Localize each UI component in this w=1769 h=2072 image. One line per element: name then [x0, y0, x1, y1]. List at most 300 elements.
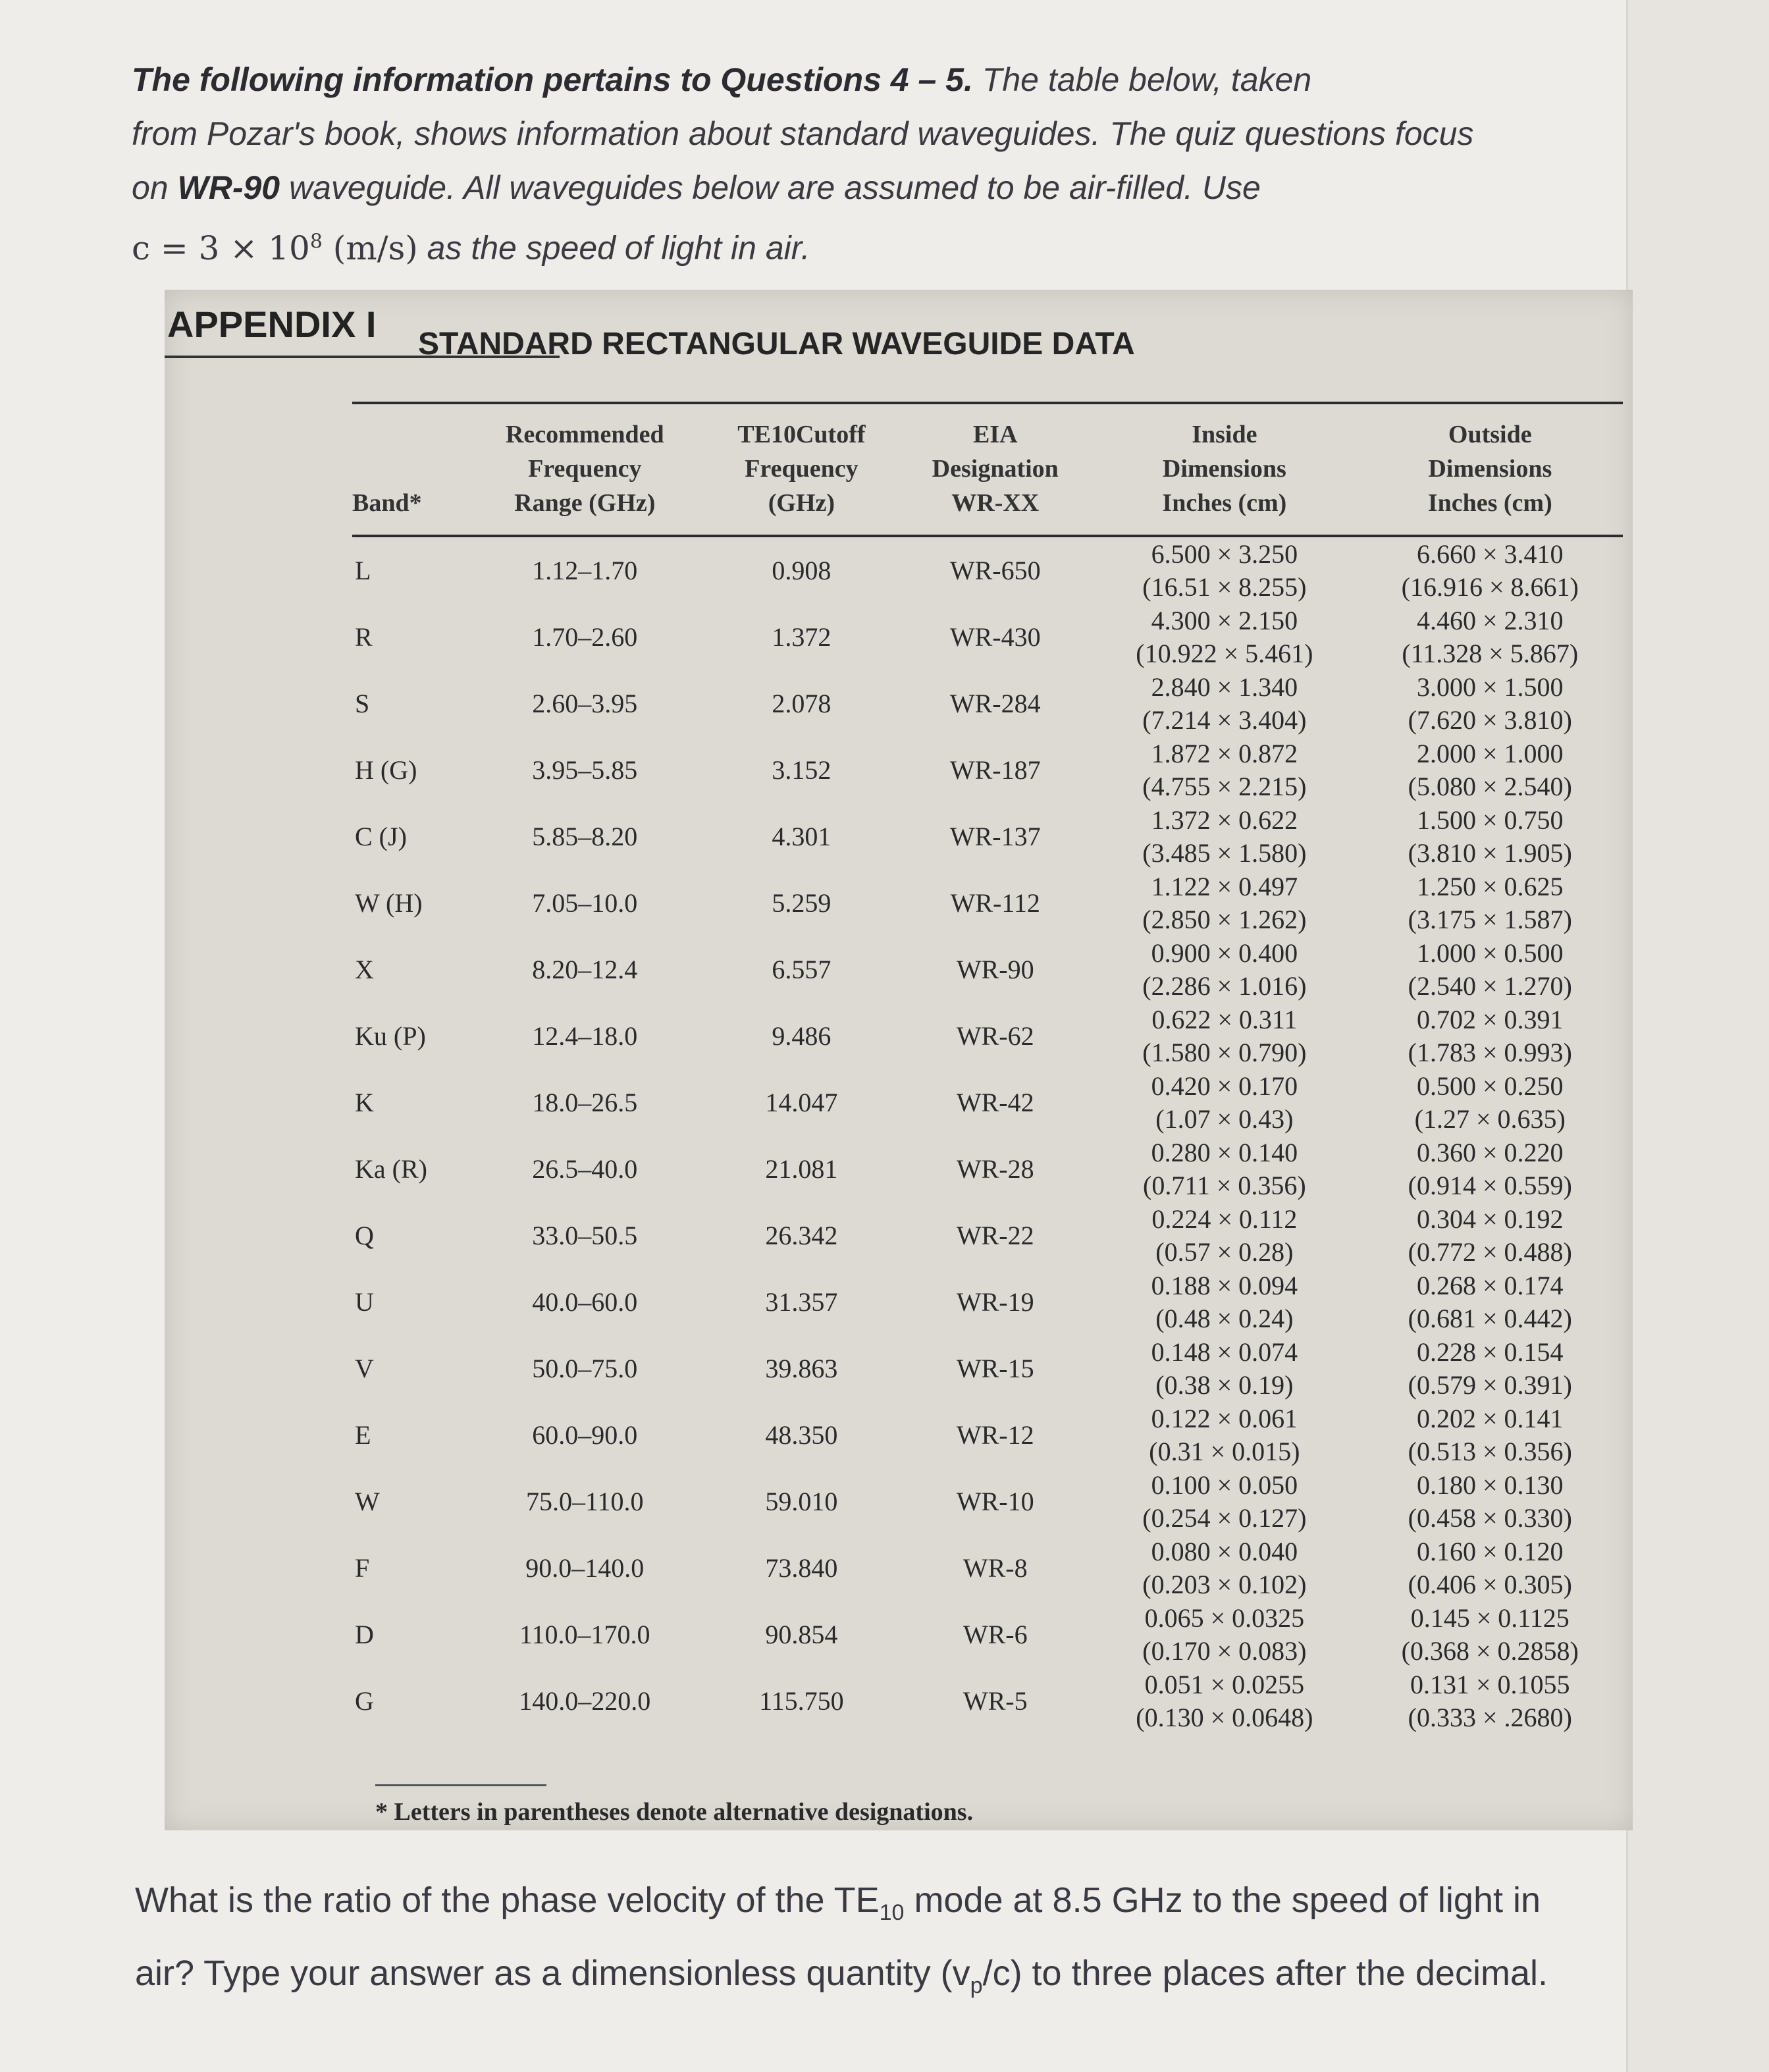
cell-inside-dimensions-inside-cm: (0.711 × 0.356) [1143, 1170, 1306, 1200]
cell-frequency-range-range: 90.0–140.0 [525, 1553, 645, 1583]
cell-frequency-range-range: 33.0–50.5 [532, 1220, 638, 1250]
waveguide-table-container [352, 402, 1623, 1734]
table-row [352, 1069, 1623, 1136]
cell-inside-dimensions-inside-in: 0.622 × 0.311 [1151, 1004, 1298, 1034]
cell-inside-dimensions [1092, 1335, 1357, 1402]
cell-eia-designation [899, 1335, 1092, 1402]
cell-inside-dimensions-inside-cm: (0.38 × 0.19) [1155, 1369, 1294, 1400]
cell-band [352, 803, 465, 870]
cell-band [352, 1535, 465, 1601]
table-row [352, 536, 1623, 604]
cell-inside-dimensions-inside-in: 0.224 × 0.112 [1151, 1204, 1298, 1234]
cell-band [352, 1601, 465, 1668]
cell-inside-dimensions-inside-in: 0.420 × 0.170 [1151, 1071, 1298, 1101]
cell-cutoff-frequency [704, 1335, 899, 1402]
cell-band-band: Ku (P) [355, 1021, 426, 1051]
cell-inside-dimensions-inside-cm: (7.214 × 3.404) [1142, 704, 1307, 735]
table-header [352, 404, 1623, 536]
col-band [352, 404, 465, 536]
col-outside-line1: Outside [1448, 421, 1532, 448]
cell-eia-designation [899, 1269, 1092, 1335]
cell-frequency-range-range: 8.20–12.4 [532, 954, 638, 984]
cell-eia-designation [899, 737, 1092, 803]
cell-inside-dimensions [1092, 1668, 1357, 1734]
cell-inside-dimensions-inside-cm: (10.922 × 5.461) [1136, 638, 1313, 668]
cell-frequency-range-range: 2.60–3.95 [532, 688, 638, 718]
cell-cutoff-frequency [704, 1668, 899, 1734]
formula-base: c = 3 × 10 [132, 228, 310, 267]
cell-frequency-range [465, 1601, 704, 1668]
cell-inside-dimensions [1092, 1468, 1357, 1535]
cell-cutoff-frequency [704, 1136, 899, 1202]
cell-eia-designation [899, 1136, 1092, 1202]
cell-band [352, 1402, 465, 1468]
cell-cutoff-frequency [704, 1269, 899, 1335]
cell-eia-designation [899, 1069, 1092, 1136]
cell-eia-designation [899, 1003, 1092, 1069]
cell-inside-dimensions-inside-cm: (2.286 × 1.016) [1142, 970, 1307, 1001]
col-eia-line3: WR-XX [951, 489, 1040, 517]
cell-inside-dimensions-inside-in: 0.148 × 0.074 [1151, 1337, 1298, 1367]
cell-inside-dimensions-inside-in: 0.051 × 0.0255 [1144, 1669, 1305, 1699]
table-row [352, 1003, 1623, 1069]
cell-outside-dimensions [1358, 1601, 1623, 1668]
cell-cutoff-frequency-cutoff: 21.081 [765, 1154, 838, 1184]
mode-subscript: 10 [879, 1899, 905, 1925]
cell-band-band: X [355, 954, 374, 984]
cell-inside-dimensions-inside-in: 1.872 × 0.872 [1151, 738, 1298, 768]
cell-eia-designation [899, 803, 1092, 870]
col-frequency-range [465, 404, 704, 536]
cell-inside-dimensions-inside-in: 0.122 × 0.061 [1151, 1403, 1298, 1433]
col-outside-dimensions [1358, 404, 1623, 536]
question-line-1-pre: What is the ratio of the phase velocity of the TE [135, 1880, 880, 1920]
appendix-scan [165, 290, 1633, 1830]
col-eia-designation [899, 404, 1092, 536]
question-line-1-text: mode at 8.5 GHz to the speed of light in [904, 1880, 1541, 1920]
cell-eia-designation [899, 1402, 1092, 1468]
cell-band-band: H (G) [355, 755, 417, 785]
cell-cutoff-frequency-cutoff: 115.750 [759, 1686, 844, 1716]
cell-band [352, 737, 465, 803]
cell-inside-dimensions [1092, 737, 1357, 803]
cell-outside-dimensions-outside-in: 0.268 × 0.174 [1417, 1270, 1564, 1300]
cell-cutoff-frequency-cutoff: 1.372 [772, 622, 832, 652]
cell-eia-designation-eia: WR-430 [949, 622, 1041, 652]
cell-inside-dimensions-inside-cm: (0.57 × 0.28) [1155, 1236, 1294, 1267]
cell-outside-dimensions [1358, 1468, 1623, 1535]
cell-frequency-range-range: 3.95–5.85 [532, 755, 638, 785]
cell-inside-dimensions-inside-in: 0.188 × 0.094 [1151, 1270, 1298, 1300]
cell-frequency-range-range: 12.4–18.0 [532, 1021, 638, 1051]
cell-eia-designation-eia: WR-8 [963, 1553, 1028, 1583]
cell-cutoff-frequency-cutoff: 2.078 [772, 688, 832, 718]
intro-line-4 [132, 215, 1620, 275]
cell-inside-dimensions [1092, 1069, 1357, 1136]
table-row [352, 1202, 1623, 1269]
table-row [352, 1136, 1623, 1202]
cell-band [352, 1269, 465, 1335]
intro-line-3-text: waveguide. All waveguides below are assumed to be air-filled. Use [280, 169, 1261, 206]
table-footnote: * Letters in parentheses denote alternative designations. [375, 1798, 974, 1826]
cell-cutoff-frequency-cutoff: 39.863 [765, 1353, 838, 1383]
cell-frequency-range-range: 75.0–110.0 [526, 1486, 644, 1516]
cell-frequency-range-range: 26.5–40.0 [532, 1154, 638, 1184]
cell-outside-dimensions [1358, 803, 1623, 870]
cell-band [352, 1202, 465, 1269]
cell-outside-dimensions-outside-cm: (5.080 × 2.540) [1408, 771, 1572, 801]
cell-eia-designation-eia: WR-112 [950, 888, 1040, 918]
header-row [352, 404, 1623, 536]
cell-inside-dimensions [1092, 1402, 1357, 1468]
cell-band-band: U [355, 1287, 374, 1317]
cell-eia-designation [899, 1601, 1092, 1668]
cell-cutoff-frequency [704, 936, 899, 1003]
cell-frequency-range [465, 803, 704, 870]
cell-outside-dimensions-outside-in: 0.180 × 0.130 [1417, 1470, 1564, 1500]
footnote-rule [375, 1784, 546, 1786]
cell-inside-dimensions [1092, 1202, 1357, 1269]
cell-outside-dimensions-outside-in: 3.000 × 1.500 [1417, 672, 1564, 702]
formula-exponent: 8 [309, 230, 323, 253]
cell-outside-dimensions [1358, 670, 1623, 737]
cell-outside-dimensions [1358, 870, 1623, 936]
col-range-line3: Range (GHz) [514, 489, 656, 517]
cell-outside-dimensions-outside-cm: (0.458 × 0.330) [1408, 1502, 1572, 1533]
cell-cutoff-frequency [704, 1069, 899, 1136]
cell-cutoff-frequency [704, 1468, 899, 1535]
col-inside-line3: Inches (cm) [1162, 489, 1287, 517]
cell-outside-dimensions [1358, 536, 1623, 604]
cell-inside-dimensions [1092, 1136, 1357, 1202]
intro-paragraph [132, 53, 1620, 275]
cell-cutoff-frequency-cutoff: 14.047 [765, 1087, 838, 1117]
intro-line-2 [132, 107, 1620, 161]
cell-inside-dimensions-inside-in: 0.280 × 0.140 [1151, 1137, 1298, 1167]
cell-band-band: K [355, 1087, 374, 1117]
cell-outside-dimensions [1358, 1003, 1623, 1069]
cell-frequency-range [465, 1069, 704, 1136]
cell-cutoff-frequency-cutoff: 59.010 [765, 1486, 838, 1516]
cell-eia-designation-eia: WR-22 [956, 1220, 1034, 1250]
cell-frequency-range [465, 536, 704, 604]
cell-inside-dimensions-inside-in: 4.300 × 2.150 [1151, 605, 1298, 635]
cell-eia-designation-eia: WR-6 [963, 1619, 1028, 1649]
cell-outside-dimensions-outside-in: 0.228 × 0.154 [1417, 1337, 1564, 1367]
cell-eia-designation-eia: WR-284 [949, 688, 1041, 718]
cell-inside-dimensions [1092, 936, 1357, 1003]
cell-band-band: W [355, 1486, 380, 1516]
cell-outside-dimensions-outside-in: 6.660 × 3.410 [1417, 539, 1564, 569]
cell-outside-dimensions-outside-in: 0.360 × 0.220 [1417, 1137, 1564, 1167]
col-eia-line2: Designation [932, 455, 1059, 483]
cell-cutoff-frequency-cutoff: 0.908 [772, 555, 832, 585]
cell-cutoff-frequency-cutoff: 73.840 [765, 1553, 838, 1583]
cell-band-band: F [355, 1553, 370, 1583]
cell-outside-dimensions-outside-cm: (0.681 × 0.442) [1408, 1303, 1572, 1333]
cell-frequency-range-range: 7.05–10.0 [532, 888, 638, 918]
cell-frequency-range [465, 604, 704, 670]
intro-line-3-pre: on [132, 169, 178, 206]
cell-eia-designation-eia: WR-90 [956, 954, 1034, 984]
intro-line-4-text: as the speed of light in air. [417, 229, 810, 267]
cell-inside-dimensions-inside-in: 0.900 × 0.400 [1151, 938, 1298, 968]
cell-eia-designation-eia: WR-12 [956, 1420, 1034, 1450]
col-inside-dimensions [1092, 404, 1357, 536]
cell-outside-dimensions [1358, 936, 1623, 1003]
cell-band [352, 1136, 465, 1202]
table-row [352, 1269, 1623, 1335]
cell-frequency-range [465, 1668, 704, 1734]
cell-inside-dimensions-inside-cm: (0.31 × 0.015) [1149, 1436, 1300, 1466]
waveguide-table [352, 404, 1623, 1734]
cell-outside-dimensions-outside-in: 0.145 × 0.1125 [1410, 1603, 1570, 1633]
cell-inside-dimensions-inside-cm: (3.485 × 1.580) [1142, 837, 1307, 868]
cell-frequency-range [465, 1335, 704, 1402]
table-row [352, 1601, 1623, 1668]
cell-outside-dimensions-outside-in: 0.500 × 0.250 [1417, 1071, 1564, 1101]
cell-inside-dimensions-inside-in: 0.080 × 0.040 [1151, 1536, 1298, 1566]
appendix-label: APPENDIX I [167, 304, 377, 345]
cell-cutoff-frequency [704, 803, 899, 870]
col-eia-line1: EIA [972, 421, 1018, 448]
cell-outside-dimensions-outside-cm: (0.513 × 0.356) [1408, 1436, 1572, 1466]
cell-inside-dimensions-inside-cm: (16.51 × 8.255) [1142, 571, 1307, 602]
cell-frequency-range [465, 1003, 704, 1069]
cell-eia-designation [899, 1202, 1092, 1269]
cell-cutoff-frequency-cutoff: 9.486 [772, 1021, 832, 1051]
question-line-1 [135, 1870, 1649, 1943]
cell-band-band: E [355, 1420, 371, 1450]
cell-eia-designation-eia: WR-42 [956, 1087, 1034, 1117]
cell-cutoff-frequency-cutoff: 5.259 [772, 888, 832, 918]
col-inside-line2: Dimensions [1162, 455, 1286, 483]
cell-inside-dimensions [1092, 536, 1357, 604]
cell-cutoff-frequency-cutoff: 3.152 [772, 755, 832, 785]
intro-questions-ref: The following information pertains to Questions 4 – 5. [132, 61, 973, 98]
cell-frequency-range-range: 18.0–26.5 [532, 1087, 638, 1117]
cell-inside-dimensions [1092, 1003, 1357, 1069]
col-cutoff-line2: Frequency [745, 455, 858, 483]
cell-frequency-range-range: 60.0–90.0 [532, 1420, 638, 1450]
cell-outside-dimensions-outside-in: 0.702 × 0.391 [1417, 1004, 1564, 1034]
col-cutoff-frequency [704, 404, 899, 536]
col-inside-line1: Inside [1192, 421, 1257, 448]
cell-frequency-range [465, 1202, 704, 1269]
cell-outside-dimensions [1358, 1402, 1623, 1468]
cell-frequency-range-range: 1.70–2.60 [532, 622, 638, 652]
cell-outside-dimensions-outside-in: 0.304 × 0.192 [1417, 1204, 1564, 1234]
cell-outside-dimensions-outside-cm: (7.620 × 3.810) [1408, 704, 1572, 735]
table-row [352, 803, 1623, 870]
cell-inside-dimensions [1092, 803, 1357, 870]
cell-band-band: V [355, 1353, 374, 1383]
intro-line-2-text: from Pozar's book, shows information about standard waveguides. The quiz questions focus [132, 115, 1474, 152]
cell-inside-dimensions [1092, 1601, 1357, 1668]
cell-frequency-range [465, 1402, 704, 1468]
cell-outside-dimensions-outside-cm: (3.175 × 1.587) [1408, 904, 1572, 934]
cell-frequency-range-range: 1.12–1.70 [532, 555, 638, 585]
cell-inside-dimensions-inside-in: 2.840 × 1.340 [1151, 672, 1298, 702]
intro-line-1-text: The table below, taken [972, 61, 1312, 98]
table-row [352, 870, 1623, 936]
cell-eia-designation [899, 936, 1092, 1003]
cell-band [352, 536, 465, 604]
cell-cutoff-frequency-cutoff: 90.854 [765, 1619, 838, 1649]
cell-outside-dimensions-outside-in: 0.131 × 0.1055 [1410, 1669, 1570, 1699]
cell-eia-designation-eia: WR-15 [956, 1353, 1034, 1383]
cell-inside-dimensions-inside-in: 1.372 × 0.622 [1151, 805, 1298, 835]
cell-inside-dimensions-inside-in: 6.500 × 3.250 [1151, 539, 1298, 569]
cell-band [352, 1003, 465, 1069]
table-row [352, 670, 1623, 737]
cell-inside-dimensions-inside-in: 0.065 × 0.0325 [1144, 1603, 1305, 1633]
table-row [352, 604, 1623, 670]
cell-eia-designation [899, 1468, 1092, 1535]
cell-band [352, 1069, 465, 1136]
cell-frequency-range [465, 1468, 704, 1535]
cell-band-band: S [355, 688, 370, 718]
cell-inside-dimensions-inside-cm: (2.850 × 1.262) [1142, 904, 1307, 934]
cell-eia-designation-eia: WR-650 [949, 555, 1041, 585]
col-outside-line3: Inches (cm) [1427, 489, 1552, 517]
cell-band-band: C (J) [355, 821, 407, 851]
question-line-2-text: /c) to three places after the decimal. [982, 1953, 1548, 1993]
table-row [352, 1402, 1623, 1468]
cell-inside-dimensions-inside-cm: (4.755 × 2.215) [1142, 771, 1307, 801]
cell-inside-dimensions-inside-in: 1.122 × 0.497 [1151, 871, 1298, 901]
cell-inside-dimensions [1092, 870, 1357, 936]
cell-eia-designation-eia: WR-19 [956, 1287, 1034, 1317]
cell-outside-dimensions-outside-in: 1.000 × 0.500 [1417, 938, 1564, 968]
cell-cutoff-frequency [704, 1535, 899, 1601]
cell-band [352, 870, 465, 936]
cell-outside-dimensions [1358, 1069, 1623, 1136]
cell-eia-designation [899, 670, 1092, 737]
intro-waveguide-ref: WR-90 [177, 169, 280, 206]
cell-inside-dimensions-inside-in: 0.100 × 0.050 [1151, 1470, 1298, 1500]
cell-band-band: Ka (R) [355, 1154, 427, 1184]
cell-eia-designation-eia: WR-10 [956, 1486, 1034, 1516]
cell-band [352, 1468, 465, 1535]
cell-outside-dimensions-outside-in: 0.160 × 0.120 [1417, 1536, 1564, 1566]
cell-outside-dimensions-outside-in: 1.500 × 0.750 [1417, 805, 1564, 835]
cell-eia-designation-eia: WR-187 [949, 755, 1041, 785]
cell-inside-dimensions-inside-cm: (0.170 × 0.083) [1142, 1635, 1307, 1666]
cell-frequency-range-range: 50.0–75.0 [532, 1353, 638, 1383]
cell-outside-dimensions [1358, 1136, 1623, 1202]
cell-cutoff-frequency [704, 1402, 899, 1468]
cell-cutoff-frequency-cutoff: 31.357 [765, 1287, 838, 1317]
cell-outside-dimensions-outside-cm: (1.783 × 0.993) [1408, 1037, 1572, 1067]
col-range-line2: Frequency [528, 455, 642, 483]
cell-band [352, 670, 465, 737]
cell-outside-dimensions-outside-cm: (1.27 × 0.635) [1414, 1103, 1566, 1134]
cell-band-band: Q [355, 1220, 374, 1250]
cell-eia-designation [899, 870, 1092, 936]
cell-band-band: D [355, 1619, 374, 1649]
formula-unit: (m/s) [322, 228, 418, 267]
cell-outside-dimensions [1358, 1335, 1623, 1402]
cell-outside-dimensions-outside-cm: (0.406 × 0.305) [1408, 1569, 1572, 1599]
cell-eia-designation [899, 604, 1092, 670]
question-line-2-pre: air? Type your answer as a dimensionless quantity (v [135, 1953, 970, 1993]
intro-line-3 [132, 161, 1620, 215]
cell-frequency-range-range: 40.0–60.0 [532, 1287, 638, 1317]
cell-cutoff-frequency [704, 870, 899, 936]
cell-cutoff-frequency [704, 536, 899, 604]
cell-inside-dimensions [1092, 1269, 1357, 1335]
cell-band-band: R [355, 622, 373, 652]
question-text [135, 1870, 1649, 2016]
cell-eia-designation [899, 1668, 1092, 1734]
cell-outside-dimensions-outside-in: 4.460 × 2.310 [1417, 605, 1564, 635]
cell-inside-dimensions [1092, 1535, 1357, 1601]
cell-inside-dimensions-inside-cm: (1.07 × 0.43) [1155, 1103, 1294, 1134]
cell-inside-dimensions-inside-cm: (0.203 × 0.102) [1142, 1569, 1307, 1599]
appendix-header [165, 290, 1633, 362]
cell-band [352, 936, 465, 1003]
table-row [352, 1668, 1623, 1734]
cell-outside-dimensions-outside-cm: (2.540 × 1.270) [1408, 970, 1572, 1001]
table-row [352, 1335, 1623, 1402]
cell-band-band: G [355, 1686, 374, 1716]
cell-frequency-range [465, 1269, 704, 1335]
cell-outside-dimensions-outside-cm: (0.579 × 0.391) [1408, 1369, 1572, 1400]
cell-eia-designation [899, 1535, 1092, 1601]
cell-outside-dimensions [1358, 1535, 1623, 1601]
cell-outside-dimensions [1358, 1202, 1623, 1269]
cell-inside-dimensions [1092, 670, 1357, 737]
cell-frequency-range [465, 1136, 704, 1202]
col-cutoff-line1: TE10Cutoff [737, 421, 866, 448]
cell-frequency-range [465, 936, 704, 1003]
cell-cutoff-frequency [704, 670, 899, 737]
cell-band [352, 1335, 465, 1402]
cell-outside-dimensions-outside-in: 0.202 × 0.141 [1417, 1403, 1564, 1433]
cell-outside-dimensions [1358, 604, 1623, 670]
table-row [352, 936, 1623, 1003]
cell-cutoff-frequency-cutoff: 48.350 [765, 1420, 838, 1450]
cell-outside-dimensions [1358, 1269, 1623, 1335]
cell-frequency-range-range: 110.0–170.0 [519, 1619, 650, 1649]
col-outside-line2: Dimensions [1428, 455, 1552, 483]
cell-frequency-range-range: 140.0–220.0 [519, 1686, 651, 1716]
cell-inside-dimensions-inside-cm: (0.130 × 0.0648) [1136, 1702, 1313, 1732]
col-cutoff-line3: (GHz) [768, 489, 835, 517]
cell-inside-dimensions-inside-cm: (0.254 × 0.127) [1142, 1502, 1307, 1533]
cell-outside-dimensions-outside-cm: (0.914 × 0.559) [1408, 1170, 1572, 1200]
cell-cutoff-frequency [704, 1601, 899, 1668]
cell-outside-dimensions-outside-cm: (0.333 × .2680) [1408, 1702, 1572, 1732]
cell-outside-dimensions [1358, 1668, 1623, 1734]
cell-cutoff-frequency [704, 737, 899, 803]
table-body [352, 536, 1623, 1734]
cell-cutoff-frequency-cutoff: 6.557 [772, 954, 832, 984]
cell-cutoff-frequency [704, 604, 899, 670]
col-band-label: Band* [352, 489, 422, 517]
cell-eia-designation-eia: WR-28 [956, 1154, 1034, 1184]
cell-outside-dimensions-outside-cm: (3.810 × 1.905) [1408, 837, 1572, 868]
cell-band [352, 604, 465, 670]
cell-inside-dimensions-inside-cm: (1.580 × 0.790) [1142, 1037, 1307, 1067]
table-row [352, 1535, 1623, 1601]
question-line-2 [135, 1943, 1649, 2016]
cell-outside-dimensions-outside-in: 1.250 × 0.625 [1417, 871, 1564, 901]
cell-frequency-range-range: 5.85–8.20 [532, 821, 638, 851]
cell-cutoff-frequency [704, 1202, 899, 1269]
cell-outside-dimensions-outside-cm: (16.916 × 8.661) [1401, 571, 1579, 602]
